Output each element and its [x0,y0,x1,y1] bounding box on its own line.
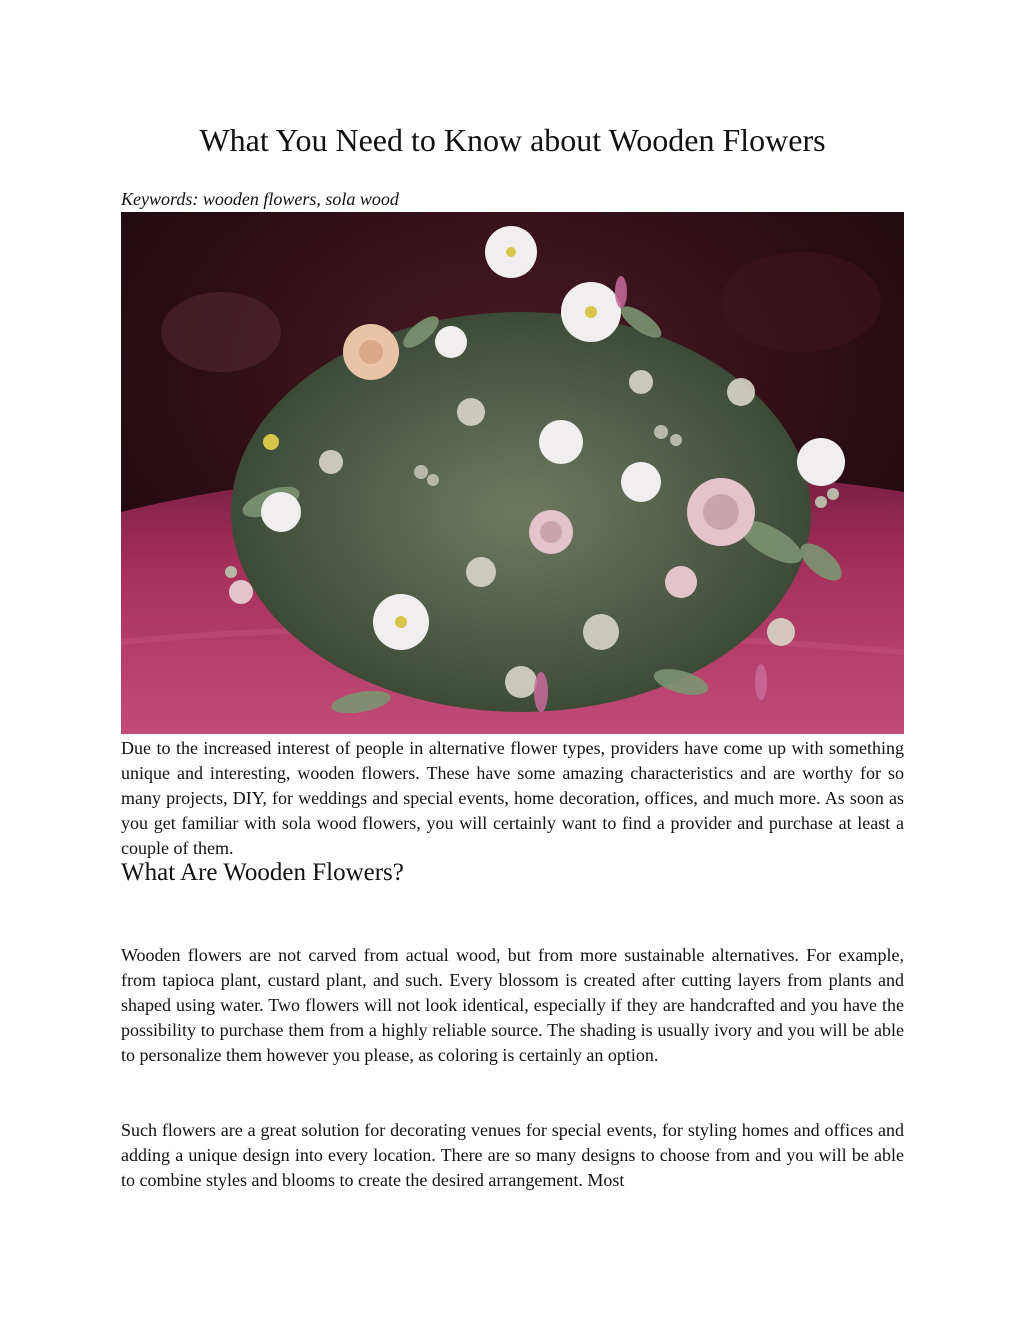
bouquet-illustration [121,212,904,734]
section-paragraph-1: Wooden flowers are not carved from actual wood, but from more sustainable alternatives. For example, from tapioca plant, custard plant, and such. Every blossom is created after cutting layers from plants and shaped using water. Two flowers will not look identical, especially if they are handcrafted and you have the possibility to purchase them from a highly reliable source. The shading is usually ivory and you will be able to personalize them however you please, as coloring is certainly an option. [121,945,904,1065]
document-title: What You Need to Know about Wooden Flowers [199,122,826,158]
section-paragraph-2: Such flowers are a great solution for decorating venues for special events, for styling homes and offices and adding a unique design into every location. There are so many designs to choose from and you will be able to combine styles and blooms to create the desired arrangement. Most [121,1120,904,1190]
section-heading: What Are Wooden Flowers? [121,859,404,886]
intro-paragraph: Due to the increased interest of people in alternative flower types, providers have come up with something unique and interesting, wooden flowers. These have some amazing characteristics and are worthy for so many projects, DIY, for weddings and special events, home decoration, offices, and much more. As soon as you get familiar with sola wood flowers, you will certainly want to find a provider and purchase at least a couple of them. [121,738,904,858]
keywords-line: Keywords: wooden flowers, sola wood [121,189,399,209]
bouquet-photo [121,212,904,734]
